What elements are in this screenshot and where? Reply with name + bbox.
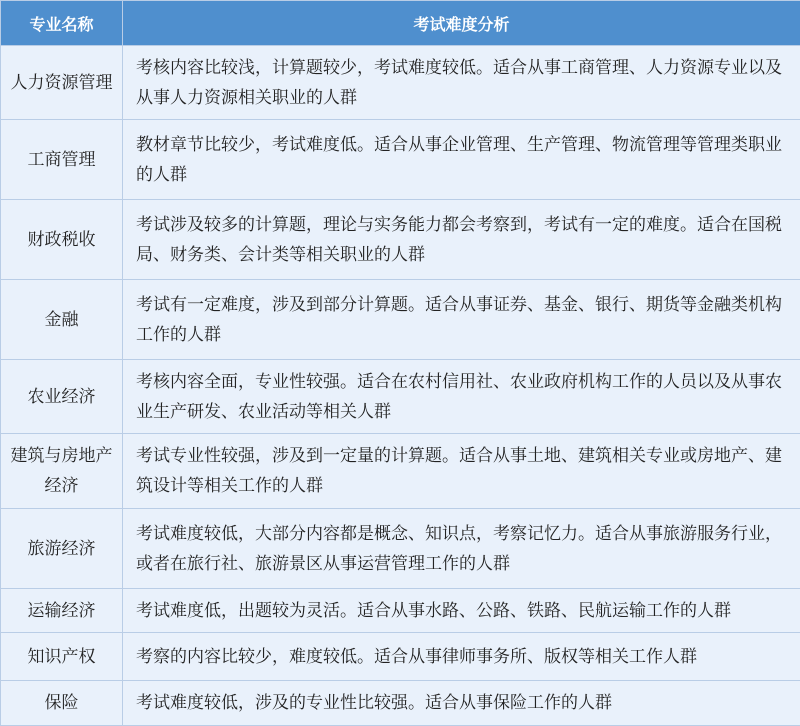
table-row [1,589,800,633]
table-header-row [1,1,800,46]
difficulty-analysis: 考试有一定难度，涉及到部分计算题。适合从事证券、基金、银行、期货等金融类机构工作的人群 [123,280,800,360]
major-name: 运输经济 [1,589,123,633]
table-row [1,360,800,434]
table-row [1,120,800,200]
table-row [1,633,800,681]
difficulty-analysis: 教材章节比较少，考试难度低。适合从事企业管理、生产管理、物流管理等管理类职业的人群 [123,120,800,200]
major-name: 旅游经济 [1,509,123,589]
header-major-name: 专业名称 [1,1,123,46]
difficulty-analysis: 考核内容全面，专业性较强。适合在农村信用社、农业政府机构工作的人员以及从事农业生产研发、农业活动等相关人群 [123,360,800,434]
major-name: 建筑与房地产经济 [1,434,123,509]
major-name: 农业经济 [1,360,123,434]
table-row [1,681,800,726]
difficulty-analysis: 考试专业性较强，涉及到一定量的计算题。适合从事土地、建筑相关专业或房地产、建筑设计等相关工作的人群 [123,434,800,509]
major-name: 保险 [1,681,123,726]
table-row [1,509,800,589]
difficulty-analysis: 考核内容比较浅，计算题较少，考试难度较低。适合从事工商管理、人力资源专业以及从事人力资源相关职业的人群 [123,46,800,120]
major-name: 人力资源管理 [1,46,123,120]
difficulty-analysis: 考试涉及较多的计算题，理论与实务能力都会考察到，考试有一定的难度。适合在国税局、财务类、会计类等相关职业的人群 [123,200,800,280]
major-name: 知识产权 [1,633,123,681]
table-row [1,280,800,360]
header-difficulty-analysis: 考试难度分析 [123,1,800,46]
table-row [1,200,800,280]
major-name: 工商管理 [1,120,123,200]
difficulty-analysis: 考试难度低，出题较为灵活。适合从事水路、公路、铁路、民航运输工作的人群 [123,589,800,633]
difficulty-analysis: 考试难度较低，大部分内容都是概念、知识点，考察记忆力。适合从事旅游服务行业，或者在旅行社、旅游景区从事运营管理工作的人群 [123,509,800,589]
difficulty-analysis: 考察的内容比较少，难度较低。适合从事律师事务所、版权等相关工作人群 [123,633,800,681]
table-row [1,46,800,120]
major-name: 金融 [1,280,123,360]
difficulty-analysis: 考试难度较低，涉及的专业性比较强。适合从事保险工作的人群 [123,681,800,726]
table-row [1,434,800,509]
major-name: 财政税收 [1,200,123,280]
